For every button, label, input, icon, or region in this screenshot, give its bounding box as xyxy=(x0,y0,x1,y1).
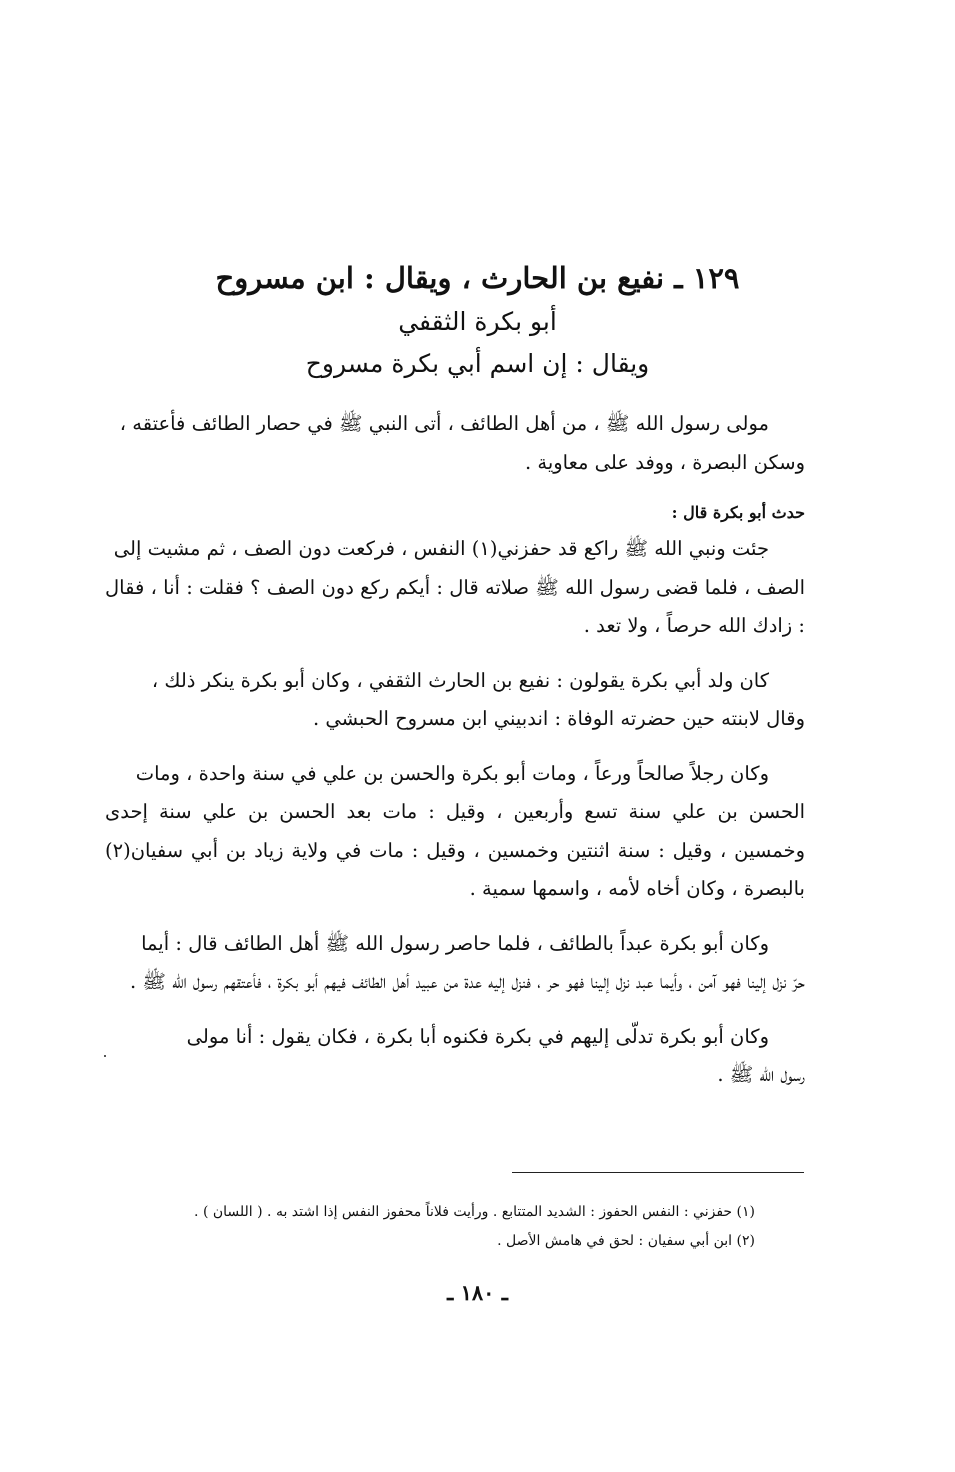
footnote: (١) حفزني : النفس الحفوز : الشديد المتتابع . ورأيت فلاناً محفوز النفس إذا اشتد به . ( اللسان ) . xyxy=(194,1204,755,1220)
narration-heading: حدث أبو بكرة قال : xyxy=(671,503,805,522)
footnote-divider xyxy=(512,1172,804,1173)
paragraph-first-line: كان ولد أبي بكرة يقولون : نفيع بن الحارث الثقفي ، وكان أبو بكرة ينكر ذلك ، xyxy=(151,668,769,692)
paragraph-first-line: وكان رجلاً صالحاً ورعاً ، ومات أبو بكرة والحسن بن علي في سنة واحدة ، ومات xyxy=(135,761,769,785)
entry-subtitle-alt-name: ويقال : إن اسم أبي بكرة مسروح xyxy=(305,349,650,378)
scan-speck xyxy=(104,1055,106,1057)
paragraph xyxy=(105,405,805,482)
paragraph-first-line: وكان أبو بكرة عبداً بالطائف ، فلما حاصر رسول الله ﷺ أهل الطائف قال : أيما xyxy=(141,931,769,955)
footnotes xyxy=(150,1198,755,1256)
paragraph-text: الحسن بن علي سنة تسع وأربعين ، وقيل : مات بعد الحسن بن علي سنة إحدى وخمسين ، وقيل : سنة اثنتين وخمسين ، وقيل : مات في ولاية زياد بن أبي سفيان(٢) بالبصرة ، وكان أخاه لأمه ، واسمها سمية . xyxy=(105,800,805,900)
paragraph xyxy=(105,662,805,739)
paragraph xyxy=(105,925,805,1002)
paragraph-text: وقال لابنته حين حضرته الوفاة : اندبيني ابن مسروح الحبشي . xyxy=(313,707,805,730)
paragraph-text: رسول الله ﷺ . xyxy=(717,1063,805,1086)
entry-subtitle: أبو بكرة الثقفي xyxy=(398,307,557,336)
paragraph-text: الصف ، فلما قضى رسول الله ﷺ صلاته قال : أيكم ركع دون الصف ؟ فقلت : أنا ، فقال : زادك الله حرصاً ، ولا تعد . xyxy=(105,575,805,637)
footnote: (٢) ابن أبي سفيان : لحق في هامش الأصل . xyxy=(497,1233,755,1249)
paragraph xyxy=(105,755,805,909)
entry-title: ١٢٩ ـ نفيع بن الحارث ، ويقال : ابن مسروح xyxy=(215,261,740,295)
paragraph-first-line: مولى رسول الله ﷺ ، من أهل الطائف ، أتى النبي ﷺ في حصار الطائف فأعتقه ، xyxy=(119,412,769,435)
page-number: ـ ١٨٠ ـ xyxy=(447,1280,508,1305)
paragraph-text: وسكن البصرة ، ووفد على معاوية . xyxy=(524,450,805,474)
paragraph xyxy=(105,498,805,646)
entry-heading xyxy=(0,255,955,385)
paragraph-first-line: وكان أبو بكرة تدلّى إليهم في بكرة فكنوه أبا بكرة ، فكان يقول : أنا مولى xyxy=(186,1024,769,1048)
paragraph xyxy=(105,1018,805,1095)
paragraph-first-line: جئت ونبي الله ﷺ راكع قد حفزني(١) النفس ، فركعت دون الصف ، ثم مشيت إلى xyxy=(113,537,769,560)
entry-body xyxy=(105,405,805,1111)
paragraph-text: حرّ نزل إلينا فهو آمن ، وأيما عبد نزل إلينا فهو حر ، فنزل إليه عدة من عبيد أهل الطائف فيهم أبو بكرة ، فأعتقهم رسول الله ﷺ . xyxy=(129,970,805,993)
